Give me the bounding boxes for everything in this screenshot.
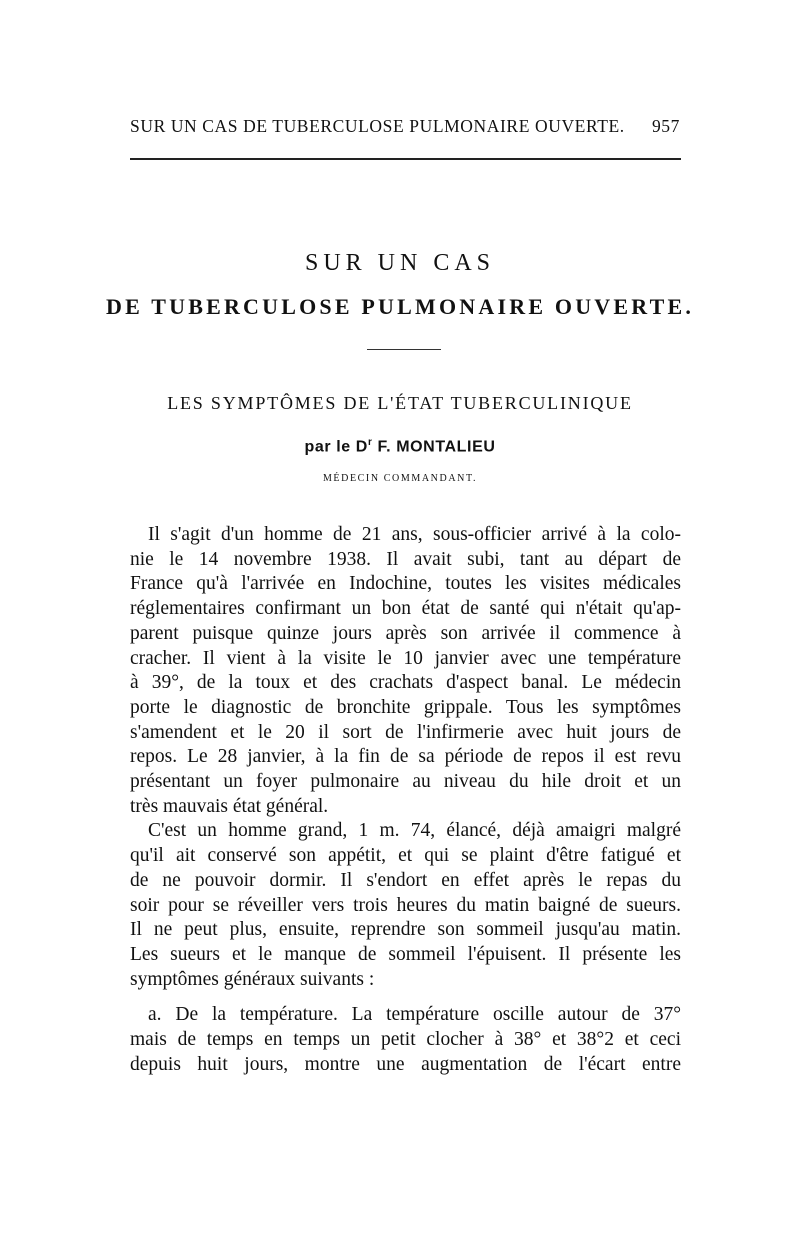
text-line: soir pour se réveiller vers trois heures du matin baigné de sueurs. (130, 894, 681, 916)
running-head (130, 116, 680, 137)
paragraph-3 (130, 1003, 681, 1077)
text-line: repos. Le 28 janvier, à la fin de sa période de repos il est revu (130, 746, 681, 768)
text-line: France qu'à l'arrivée en Indochine, toutes les visites médicales (130, 573, 681, 595)
header-rule (130, 158, 681, 160)
text-line: C'est un homme grand, 1 m. 74, élancé, déjà amaigri malgré (148, 820, 681, 842)
author-line (0, 437, 800, 456)
page-number: 957 (651, 116, 680, 136)
title-separator (367, 349, 441, 350)
text-line: porte le diagnostic de bronchite grippale. Tous les symptômes (130, 696, 681, 718)
text-line: qu'il ait conservé son appétit, et qui se plaint d'être fatigué et (130, 845, 681, 867)
text-line: réglementaires confirmant un bon état de santé qui n'était qu'ap- (130, 598, 681, 620)
text-line: mais de temps en temps un petit clocher à 38° et 38°2 et ceci (130, 1029, 681, 1051)
text-line: symptômes généraux suivants : (130, 968, 375, 990)
article-title-line-1: SUR UN CAS (304, 250, 496, 276)
paragraph-2 (130, 819, 681, 992)
author-title-sup: r (367, 437, 373, 448)
text-line: Il ne peut plus, ensuite, reprendre son sommeil jusqu'au matin. (130, 919, 681, 941)
text-line: Il s'agit d'un homme de 21 ans, sous-officier arrivé à la colo- (148, 524, 681, 545)
body-text (130, 523, 681, 1077)
author-name: F. MONTALIEU (372, 438, 496, 456)
text-line: présentant un foyer pulmonaire au niveau du hile droit et un (130, 771, 681, 793)
running-head-title: SUR UN CAS DE TUBERCULOSE PULMONAIRE OUVERTE. (130, 116, 625, 136)
article-title-line-2: DE TUBERCULOSE PULMONAIRE OUVERTE. (105, 294, 695, 319)
text-line: s'amendent et le 20 il sort de l'infirmerie avec huit jours de (130, 721, 681, 743)
article-subtitle: LES SYMPTÔMES DE L'ÉTAT TUBERCULINIQUE (167, 393, 633, 413)
author-prefix: par le D (304, 438, 368, 456)
text-line: parent puisque quinze jours après son arrivée il commence à (130, 622, 681, 644)
text-line: Les sueurs et le manque de sommeil l'épuisent. Il présente les (130, 943, 681, 965)
text-line: à 39°, de la toux et des crachats d'aspect banal. Le médecin (130, 672, 681, 694)
text-line: de ne pouvoir dormir. Il s'endort en effet après le repas du (130, 869, 681, 891)
paragraph-gap (130, 992, 681, 1003)
text-line: nie le 14 novembre 1938. Il avait subi, tant au départ de (130, 548, 681, 570)
paragraph-1 (130, 523, 681, 819)
text-line: a. De la température. La température oscille autour de 37° (148, 1004, 681, 1026)
text-line: depuis huit jours, montre une augmentation de l'écart entre (130, 1053, 681, 1075)
text-line: très mauvais état général. (130, 795, 329, 817)
author-affiliation: MÉDECIN COMMANDANT. (322, 473, 478, 484)
text-line: cracher. Il vient à la visite le 10 janvier avec une température (130, 647, 681, 669)
